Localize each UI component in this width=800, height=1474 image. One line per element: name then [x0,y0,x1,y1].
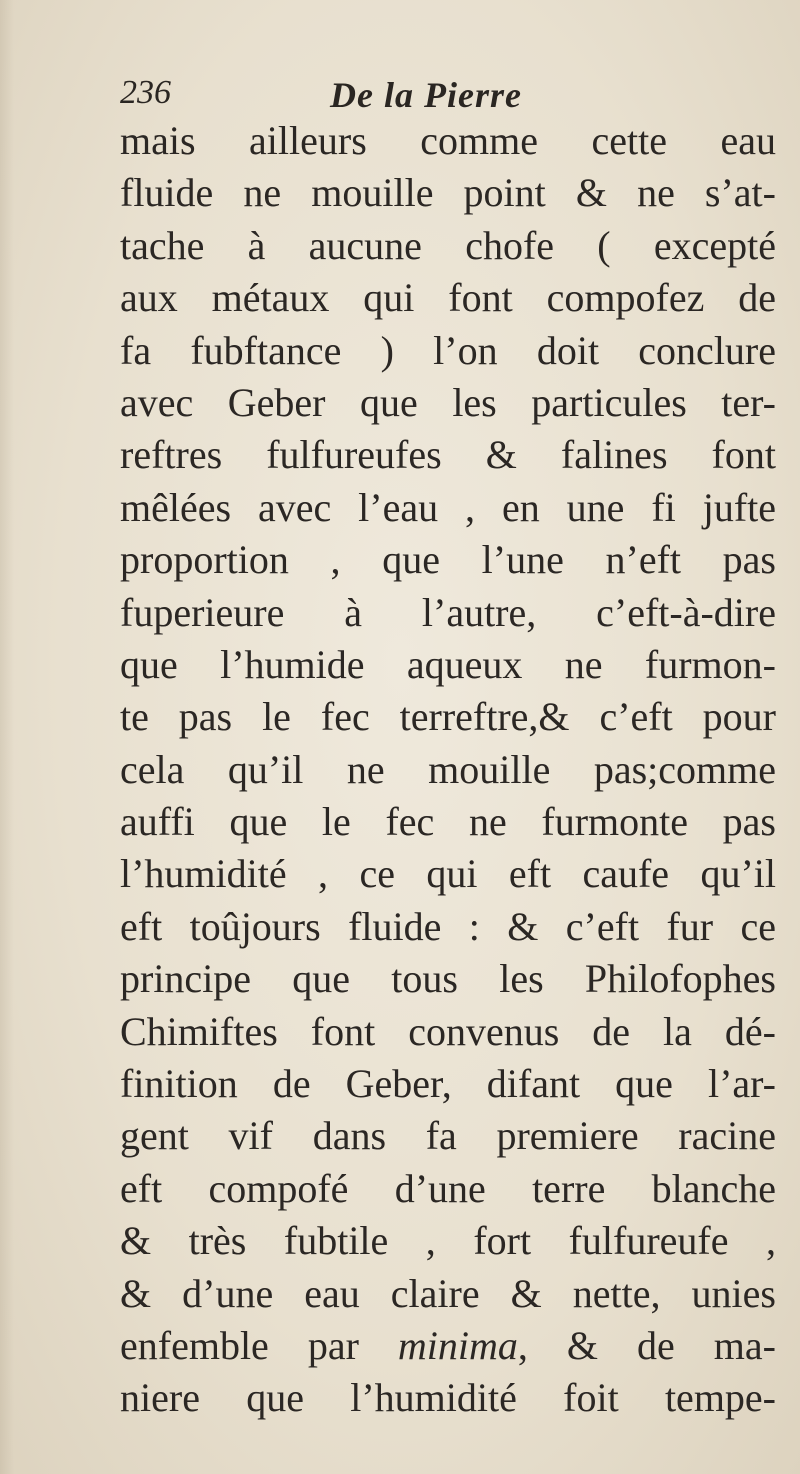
text-line: finition de Geber, difant que l’ar- [120,1061,776,1107]
body-text [120,115,776,1425]
text-line: & très fubtile , fort fulfureufe , [120,1218,776,1264]
text-line: principe que tous les Philofophes [120,956,776,1002]
text-line: te pas le fec terreftre,& c’eft pour [120,694,776,740]
text-line: tache à aucune chofe ( excepté [120,222,776,268]
text-fragment: , & de ma- [517,1322,776,1368]
text-line: gent vif dans fa premiere racine [120,1113,776,1159]
text-line: l’humidité , ce qui eft caufe qu’il [120,851,776,897]
text-line: & d’une eau claire & nette, unies [120,1270,776,1316]
page-edge-shadow [0,0,14,1474]
running-head: De la Pierre [330,75,522,115]
text-line: proportion , que l’une n’eft pas [120,537,776,583]
text-fragment: enfemble par [120,1322,398,1368]
text-line: aux métaux qui font compofez de [120,275,776,321]
text-line: eft compofé d’une terre blanche [120,1165,776,1211]
text-line: avec Geber que les particules ter- [120,379,776,425]
text-line: mêlées avec l’eau , en une fi jufte [120,484,776,530]
text-line: auffi que le fec ne furmonte pas [120,799,776,845]
text-line: reftres fulfureufes & falines font [120,432,776,478]
text-line: eft toûjours fluide : & c’eft fur ce [120,903,776,949]
page-number: 236 [120,74,171,111]
text-line: fa fubftance ) l’on doit conclure [120,327,776,373]
text-line: niere que l’humidité foit tempe- [120,1375,776,1421]
italic-term: minima [397,1322,518,1368]
text-line: mais ailleurs comme cette eau [120,118,776,163]
text-line: que l’humide aqueux ne furmon- [120,641,776,687]
text-line: cela qu’il ne mouille pas;comme [120,746,776,792]
text-line: Chimiftes font convenus de la dé- [120,1008,776,1054]
text-line: fuperieure à l’autre, c’eft-à-dire [120,589,776,635]
text-line: fluide ne mouille point & ne s’at- [120,170,776,216]
text-line-with-italic [120,1320,776,1372]
